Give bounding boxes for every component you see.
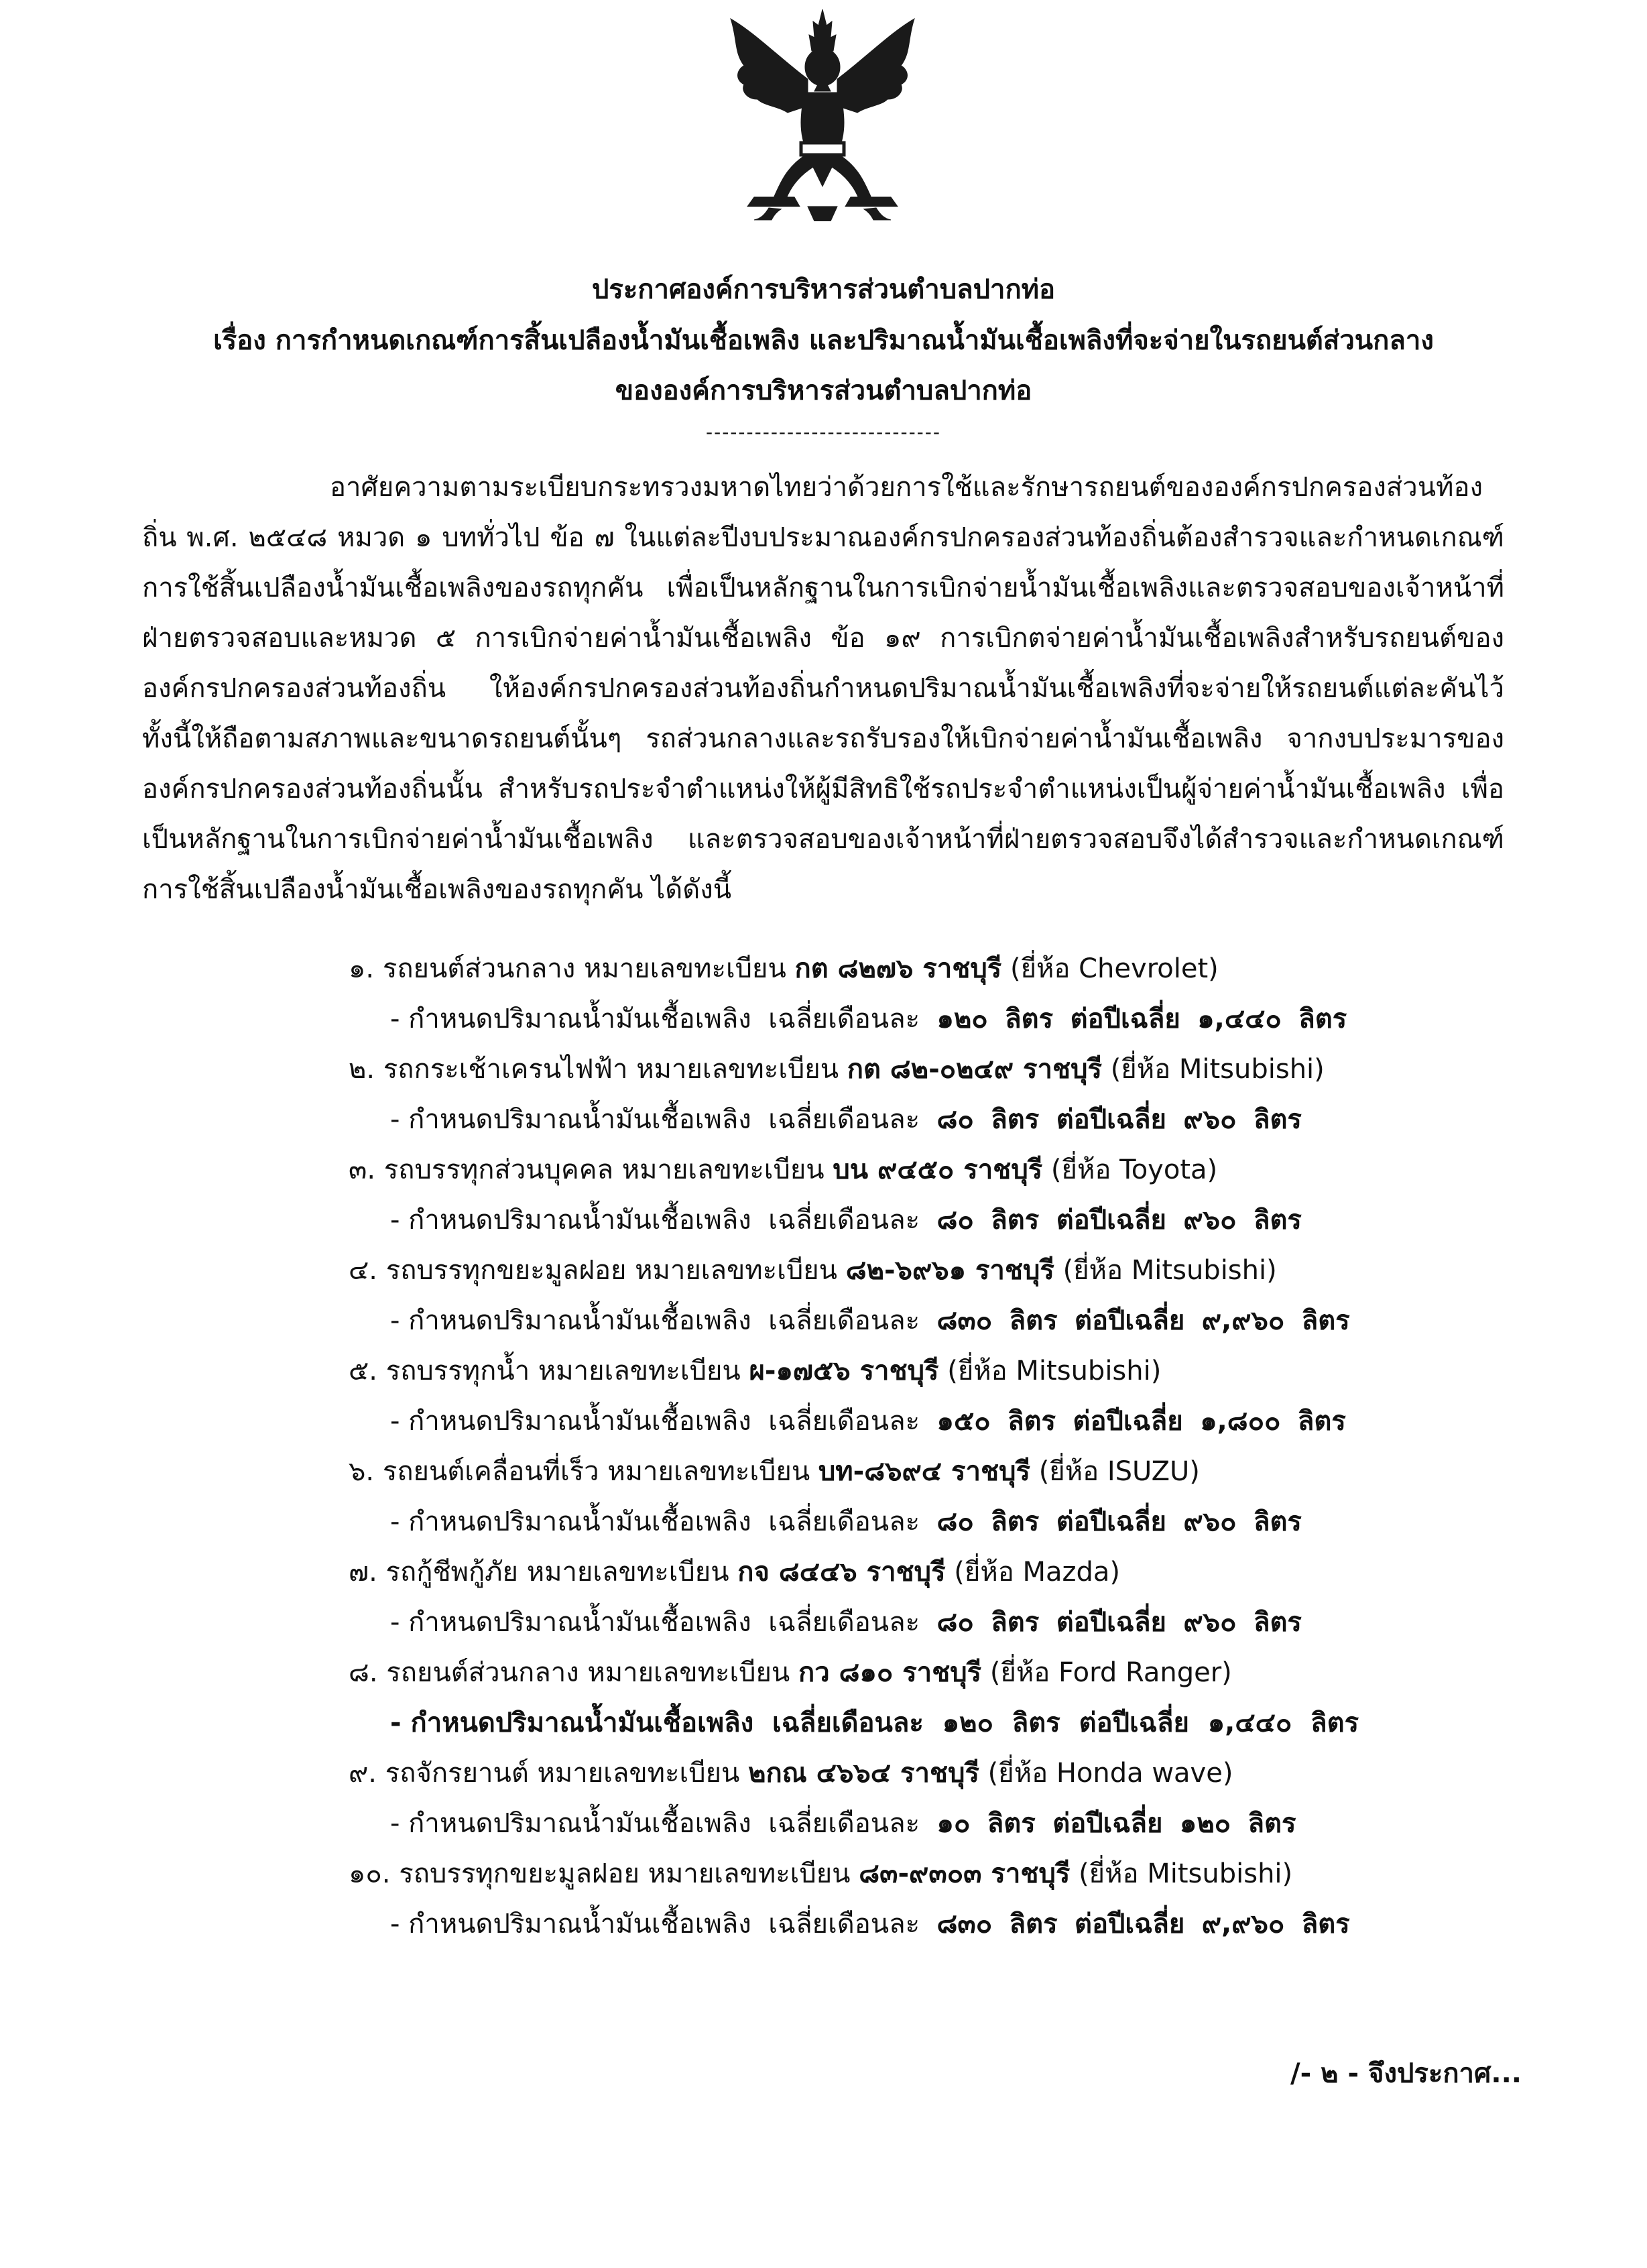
page-continuation: /- ๒ - จึงประกาศ... <box>1290 2058 1522 2089</box>
fuel-label: - กำหนดปริมาณน้ำมันเชื้อเพลิง <box>390 1004 751 1034</box>
brand-name: Mitsubishi <box>1131 1255 1267 1286</box>
yearly-liters: ๙,๙๖๐ <box>1201 1305 1285 1336</box>
brand-suffix: ) <box>1207 1154 1218 1185</box>
brand-suffix: ) <box>1314 1054 1325 1085</box>
liters-unit: ลิตร <box>1009 1305 1058 1336</box>
monthly-label: เฉลี่ยเดือนละ <box>768 1808 920 1839</box>
reg-label: หมายเลขทะเบียน <box>526 1557 729 1588</box>
fuel-label: - กำหนดปริมาณน้ำมันเชื้อเพลิง <box>390 1808 751 1839</box>
monthly-liters: ๘๓๐ <box>936 1909 993 1939</box>
per-year-label: ต่อปีเฉลี่ย <box>1056 1506 1166 1537</box>
fuel-label: - กำหนดปริมาณน้ำมันเชื้อเพลิง <box>390 1506 751 1537</box>
brand-name: Mazda <box>1022 1557 1110 1588</box>
brand-suffix: ) <box>1266 1255 1277 1286</box>
liters-unit: ลิตร <box>991 1205 1040 1236</box>
yearly-liters: ๑,๘๐๐ <box>1200 1406 1281 1437</box>
brand-suffix: ) <box>1208 953 1219 984</box>
brand-prefix: (ยี่ห้อ <box>947 1356 1008 1386</box>
liters-unit: ลิตร <box>1297 1406 1346 1437</box>
liters-unit: ลิตร <box>1247 1808 1296 1839</box>
plate-number: บน ๙๔๕๐ ราชบุรี <box>833 1154 1043 1185</box>
plate-number: บท-๘๖๙๔ ราชบุรี <box>818 1456 1030 1487</box>
item-number: ๔. <box>349 1255 377 1286</box>
list-item <box>349 1748 1488 1849</box>
list-item <box>349 944 1488 1045</box>
brand-name: Mitsubishi <box>1147 1858 1282 1889</box>
liters-unit: ลิตร <box>1301 1909 1350 1939</box>
yearly-liters: ๑๒๐ <box>1179 1808 1231 1839</box>
brand-name: Mitsubishi <box>1178 1054 1315 1085</box>
fuel-label: - กำหนดปริมาณน้ำมันเชื้อเพลิง <box>390 1909 751 1939</box>
plate-number: กต ๘๒-๐๒๔๙ ราชบุรี <box>847 1054 1102 1085</box>
liters-unit: ลิตร <box>1005 1004 1054 1034</box>
list-item <box>349 1547 1488 1648</box>
brand-suffix: ) <box>1222 1758 1233 1789</box>
vehicle-line <box>349 1045 1488 1095</box>
brand-prefix: (ยี่ห้อ <box>1062 1255 1123 1286</box>
monthly-liters: ๘๓๐ <box>936 1305 993 1336</box>
list-item <box>349 1447 1488 1547</box>
vehicle-type: รถยนต์ส่วนกลาง <box>386 1657 579 1688</box>
vehicle-type: รถบรรทุกน้ำ <box>385 1356 530 1386</box>
reg-label: หมายเลขทะเบียน <box>635 1255 837 1286</box>
yearly-liters: ๙๖๐ <box>1183 1506 1237 1537</box>
liters-unit: ลิตร <box>1012 1708 1060 1738</box>
liters-unit: ลิตร <box>987 1808 1036 1839</box>
brand-prefix: (ยี่ห้อ <box>989 1657 1050 1688</box>
plate-number: ๒กณ ๔๖๖๔ ราชบุรี <box>748 1758 979 1789</box>
vehicle-type: รถจักรยานต์ <box>385 1758 529 1789</box>
announcement-subject: เรื่อง การกำหนดเกณฑ์การสิ้นเปลืองน้ำมันเชื้อเพลิง และปริมาณน้ำมันเชื้อเพลิงที่จะจ่ายในรถยนต์ส่วนกลาง <box>213 325 1434 356</box>
yearly-liters: ๙๖๐ <box>1183 1205 1237 1236</box>
plate-number: กต ๘๒๗๖ ราชบุรี <box>794 953 1002 984</box>
reg-label: หมายเลขทะเบียน <box>607 1456 810 1487</box>
monthly-liters: ๘๐ <box>936 1506 974 1537</box>
item-number: ๙. <box>349 1758 377 1789</box>
monthly-liters: ๑๒๐ <box>942 1708 993 1738</box>
fuel-line <box>349 1497 1488 1547</box>
monthly-label: เฉลี่ยเดือนละ <box>772 1708 924 1738</box>
per-year-label: ต่อปีเฉลี่ย <box>1056 1104 1166 1135</box>
fuel-label: - กำหนดปริมาณน้ำมันเชื้อเพลิง <box>390 1205 751 1236</box>
fuel-label: - กำหนดปริมาณน้ำมันเชื้อเพลิง <box>390 1305 751 1336</box>
item-number: ๓. <box>349 1154 376 1185</box>
item-number: ๘. <box>349 1657 378 1688</box>
item-number: ๒. <box>349 1054 375 1085</box>
monthly-label: เฉลี่ยเดือนละ <box>768 1004 920 1034</box>
liters-unit: ลิตร <box>991 1506 1040 1537</box>
monthly-label: เฉลี่ยเดือนละ <box>768 1406 920 1437</box>
plate-number: ผ-๑๗๕๖ ราชบุรี <box>749 1356 939 1386</box>
vehicle-line <box>349 1547 1488 1598</box>
per-year-label: ต่อปีเฉลี่ย <box>1075 1305 1185 1336</box>
monthly-label: เฉลี่ยเดือนละ <box>768 1104 920 1135</box>
brand-prefix: (ยี่ห้อ <box>1110 1054 1171 1085</box>
monthly-label: เฉลี่ยเดือนละ <box>768 1607 920 1638</box>
liters-unit: ลิตร <box>1301 1305 1350 1336</box>
yearly-liters: ๙๖๐ <box>1183 1104 1237 1135</box>
vehicle-line <box>349 1447 1488 1497</box>
vehicle-line <box>349 1648 1488 1698</box>
garuda-emblem <box>707 5 938 221</box>
reg-label: หมายเลขทะเบียน <box>537 1758 740 1789</box>
reg-label: หมายเลขทะเบียน <box>621 1154 825 1185</box>
vehicle-type: รถกู้ชีพกู้ภัย <box>385 1557 518 1588</box>
liters-unit: ลิตร <box>1253 1506 1302 1537</box>
brand-suffix: ) <box>1109 1557 1120 1588</box>
yearly-liters: ๙,๙๖๐ <box>1201 1909 1285 1939</box>
liters-unit: ลิตร <box>1253 1607 1302 1638</box>
fuel-label: - กำหนดปริมาณน้ำมันเชื้อเพลิง <box>390 1607 751 1638</box>
fuel-line <box>349 1195 1488 1246</box>
brand-name: Toyota <box>1119 1154 1207 1185</box>
liters-unit: ลิตร <box>991 1607 1040 1638</box>
fuel-label: - กำหนดปริมาณน้ำมันเชื้อเพลิง <box>390 1104 751 1135</box>
per-year-label: ต่อปีเฉลี่ย <box>1056 1607 1166 1638</box>
vehicle-type: รถกระเช้าเครนไฟฟ้า <box>383 1054 628 1085</box>
reg-label: หมายเลขทะเบียน <box>587 1657 790 1688</box>
brand-prefix: (ยี่ห้อ <box>987 1758 1048 1789</box>
divider-line: ----------------------------- <box>705 421 941 443</box>
vehicle-list <box>349 944 1488 1950</box>
vehicle-type: รถบรรทุกส่วนบุคคล <box>383 1154 614 1185</box>
liters-unit: ลิตร <box>1253 1104 1302 1135</box>
fuel-line <box>349 1698 1488 1748</box>
list-item <box>349 1045 1488 1145</box>
vehicle-line <box>349 1849 1488 1899</box>
per-year-label: ต่อปีเฉลี่ย <box>1075 1909 1185 1939</box>
liters-unit: ลิตร <box>1310 1708 1359 1738</box>
yearly-liters: ๑,๔๔๐ <box>1207 1708 1292 1738</box>
plate-number: กจ ๘๔๔๖ ราชบุรี <box>737 1557 946 1588</box>
fuel-line <box>349 1095 1488 1145</box>
plate-number: ๘๒-๖๙๖๑ ราชบุรี <box>845 1255 1054 1286</box>
brand-name: Honda wave <box>1056 1758 1223 1789</box>
monthly-liters: ๑๒๐ <box>936 1004 988 1034</box>
reg-label: หมายเลขทะเบียน <box>583 953 786 984</box>
brand-name: Ford Ranger <box>1058 1657 1222 1688</box>
monthly-label: เฉลี่ยเดือนละ <box>768 1305 920 1336</box>
per-year-label: ต่อปีเฉลี่ย <box>1070 1004 1180 1034</box>
monthly-liters: ๘๐ <box>936 1205 974 1236</box>
fuel-line <box>349 994 1488 1045</box>
fuel-line <box>349 1899 1488 1950</box>
monthly-liters: ๘๐ <box>936 1104 974 1135</box>
fuel-line <box>349 1396 1488 1447</box>
item-number: ๑. <box>349 953 375 984</box>
item-number: ๖. <box>349 1456 375 1487</box>
liters-unit: ลิตร <box>991 1104 1040 1135</box>
monthly-label: เฉลี่ยเดือนละ <box>768 1909 920 1939</box>
list-item <box>349 1346 1488 1447</box>
brand-prefix: (ยี่ห้อ <box>1010 953 1071 984</box>
list-item <box>349 1246 1488 1346</box>
vehicle-line <box>349 944 1488 994</box>
brand-suffix: ) <box>1221 1657 1232 1688</box>
brand-suffix: ) <box>1282 1858 1293 1889</box>
fuel-line <box>349 1799 1488 1849</box>
vehicle-type: รถยนต์ส่วนกลาง <box>382 953 576 984</box>
yearly-liters: ๑,๔๔๐ <box>1197 1004 1282 1034</box>
fuel-line <box>349 1296 1488 1346</box>
list-item <box>349 1849 1488 1950</box>
vehicle-line <box>349 1145 1488 1195</box>
monthly-label: เฉลี่ยเดือนละ <box>768 1506 920 1537</box>
item-number: ๑๐. <box>349 1858 391 1889</box>
brand-prefix: (ยี่ห้อ <box>1038 1456 1099 1487</box>
vehicle-line <box>349 1346 1488 1396</box>
brand-prefix: (ยี่ห้อ <box>954 1557 1014 1588</box>
brand-suffix: ) <box>1150 1356 1162 1386</box>
vehicle-type: รถบรรทุกขยะมูลฝอย <box>399 1858 639 1889</box>
fuel-line <box>349 1598 1488 1648</box>
item-number: ๕. <box>349 1356 377 1386</box>
reg-label: หมายเลขทะเบียน <box>636 1054 839 1085</box>
brand-suffix: ) <box>1189 1456 1200 1487</box>
monthly-liters: ๑๐ <box>936 1808 971 1839</box>
list-item <box>349 1145 1488 1246</box>
monthly-liters: ๑๕๐ <box>936 1406 991 1437</box>
body-paragraph: อาศัยความตามระเบียบกระทรวงมหาดไทยว่าด้วยการใช้และรักษารถยนต์ขององค์กรปกครองส่วนท้องถิ่น พ.ศ. ๒๕๔๘ หมวด ๑ บททั่วไป ข้อ ๗ ในแต่ละปีงบประมาณองค์กรปกครองส่วนท้องถิ่นต้องสำรวจและกำหนดเกณฑ์การใช้สิ้นเปลืองน้ำมันเชื้อเพลิงของรถทุกคัน เพื่อเป็นหลักฐานในการเบิกจ่ายน้ำมันเชื้อเพลิงและตรวจสอบของเจ้าหน้าที่ฝ่ายตรวจสอบและหมวด ๕ การเบิกจ่ายค่าน้ำมันเชื้อเพลิง ข้อ ๑๙ การเบิกตจ่ายค่าน้ำมันเชื้อเพลิงสำหรับรถยนต์ขององค์กรปกครองส่วนท้องถิ่น ให้องค์กรปกครองส่วนท้องถิ่นกำหนดปริมาณน้ำมันเชื้อเพลิงที่จะจ่ายให้รถยนต์แต่ละคันไว้ ทั้งนี้ให้ถือตามสภาพและขนาดรถยนต์นั้นๆ รถส่วนกลางและรถรับรองให้เบิกจ่ายค่าน้ำมันเชื้อเพลิง จากงบประมารขององค์กรปกครองส่วนท้องถิ่นนั้น สำหรับรถประจำตำแหน่งให้ผู้มีสิทธิใช้รถประจำตำแหน่งเป็นผู้จ่ายค่าน้ำมันเชื้อเพลิง เพื่อเป็นหลักฐานในการเบิกจ่ายค่าน้ำมันเชื้อเพลิง และตรวจสอบของเจ้าหน้าที่ฝ่ายตรวจสอบจึงได้สำรวจและกำหนดเกณฑ์การใช้สิ้นเปลืองน้ำมันเชื้อเพลิงของรถทุกคัน ได้ดังนี้ <box>142 472 1504 905</box>
brand-name: Mitsubishi <box>1016 1356 1151 1386</box>
brand-prefix: (ยี่ห้อ <box>1079 1858 1139 1889</box>
plate-number: กว ๘๑๐ ราชบุรี <box>798 1657 982 1688</box>
reg-label: หมายเลขทะเบียน <box>648 1858 851 1889</box>
per-year-label: ต่อปีเฉลี่ย <box>1056 1205 1166 1236</box>
per-year-label: ต่อปีเฉลี่ย <box>1052 1808 1163 1839</box>
fuel-label: - กำหนดปริมาณน้ำมันเชื้อเพลิง <box>390 1406 751 1437</box>
announcement-subject-continued: ขององค์การบริหารส่วนตำบลปากท่อ <box>615 375 1032 406</box>
list-item <box>349 1648 1488 1748</box>
vehicle-type: รถยนต์เคลื่อนที่เร็ว <box>382 1456 599 1487</box>
announcement-title: ประกาศองค์การบริหารส่วนตำบลปากท่อ <box>591 274 1056 305</box>
plate-number: ๘๓-๙๓๐๓ ราชบุรี <box>859 1858 1071 1889</box>
liters-unit: ลิตร <box>1298 1004 1347 1034</box>
liters-unit: ลิตร <box>1253 1205 1302 1236</box>
vehicle-type: รถบรรทุกขยะมูลฝอย <box>385 1255 627 1286</box>
item-number: ๗. <box>349 1557 377 1588</box>
brand-name: Chevrolet <box>1079 953 1209 984</box>
brand-prefix: (ยี่ห้อ <box>1050 1154 1111 1185</box>
yearly-liters: ๙๖๐ <box>1183 1607 1237 1638</box>
vehicle-line <box>349 1748 1488 1799</box>
liters-unit: ลิตร <box>1009 1909 1058 1939</box>
vehicle-line <box>349 1246 1488 1296</box>
monthly-label: เฉลี่ยเดือนละ <box>768 1205 920 1236</box>
per-year-label: ต่อปีเฉลี่ย <box>1079 1708 1189 1738</box>
brand-name: ISUZU <box>1107 1456 1190 1487</box>
fuel-label: - กำหนดปริมาณน้ำมันเชื้อเพลิง <box>390 1708 754 1738</box>
liters-unit: ลิตร <box>1008 1406 1056 1437</box>
reg-label: หมายเลขทะเบียน <box>538 1356 741 1386</box>
per-year-label: ต่อปีเฉลี่ย <box>1073 1406 1183 1437</box>
monthly-liters: ๘๐ <box>936 1607 974 1638</box>
